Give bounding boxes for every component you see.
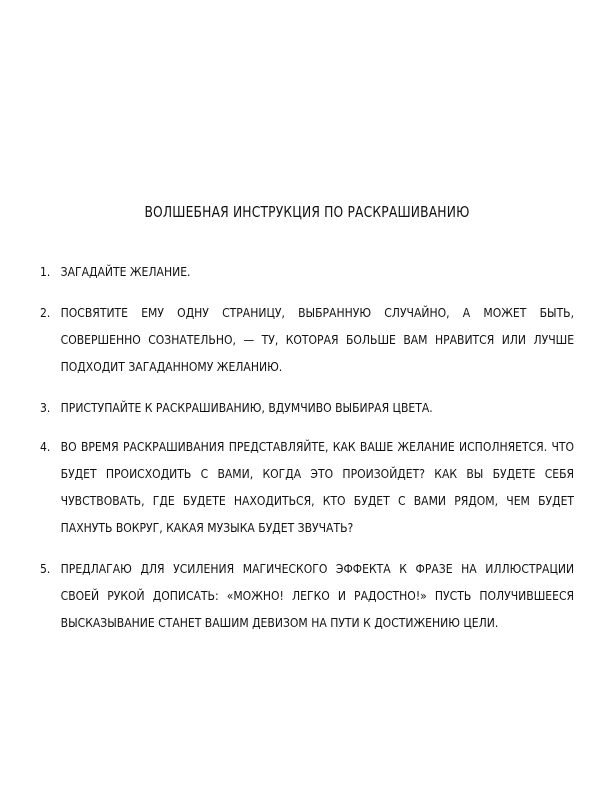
list-item-text: ПОСВЯТИТЕ ЕМУ ОДНУ СТРАНИЦУ, ВЫБРАННУЮ СЛУЧАЙНО, А МОЖЕТ БЫТЬ, СОВЕРШЕННО СОЗНАТЕЛЬНО, — ТУ, КОТОРАЯ БОЛЬШЕ ВАМ НРАВИТСЯ ИЛИ ЛУЧШЕ ПОДХОДИТ ЗАГАДАННОМУ ЖЕЛАНИЮ. bbox=[60, 305, 575, 374]
list-item-text: ПРИСТУПАЙТЕ К РАСКРАШИВАНИЮ, ВДУМЧИВО ВЫБИРАЯ ЦВЕТА. bbox=[60, 400, 433, 415]
list-item bbox=[40, 433, 574, 541]
list-item-text: ВО ВРЕМЯ РАСКРАШИВАНИЯ ПРЕДСТАВЛЯЙТЕ, КАК ВАШЕ ЖЕЛАНИЕ ИСПОЛНЯЕТСЯ. ЧТО БУДЕТ ПРОИСХОДИТЬ С ВАМИ, КОГДА ЭТО ПРОИЗОЙДЕТ? КАК ВЫ БУДЕТЕ СЕБЯ ЧУВСТВОВАТЬ, ГДЕ БУДЕТЕ НАХОДИТЬСЯ, КТО БУДЕТ С ВАМИ РЯДОМ, ЧЕМ БУДЕТ ПАХНУТЬ ВОКРУГ, КАКАЯ МУЗЫКА БУДЕТ ЗВУЧАТЬ? bbox=[60, 439, 575, 535]
list-item bbox=[40, 299, 574, 380]
list-item bbox=[40, 258, 574, 285]
list-item-number: 2. bbox=[40, 305, 51, 320]
list-item-number: 4. bbox=[40, 439, 51, 454]
instruction-list bbox=[40, 258, 575, 654]
list-item-number: 3. bbox=[40, 400, 51, 415]
list-item-number: 1. bbox=[40, 264, 51, 279]
list-item-text: ПРЕДЛАГАЮ ДЛЯ УСИЛЕНИЯ МАГИЧЕСКОГО ЭФФЕКТА К ФРАЗЕ НА ИЛЛЮСТРАЦИИ СВОЕЙ РУКОЙ ДОПИСАТЬ: «МОЖНО! ЛЕГКО И РАДОСТНО!» ПУСТЬ ПОЛУЧИВШЕЕСЯ ВЫСКАЗЫВАНИЕ СТАНЕТ ВАШИМ ДЕВИЗОМ НА ПУТИ К ДОСТИЖЕНИЮ ЦЕЛИ. bbox=[60, 561, 575, 630]
list-item-text: ЗАГАДАЙТЕ ЖЕЛАНИЕ. bbox=[60, 264, 191, 279]
list-item-number: 5. bbox=[40, 561, 51, 576]
page-title: ВОЛШЕБНАЯ ИНСТРУКЦИЯ ПО РАСКРАШИВАНИЮ bbox=[144, 203, 470, 221]
list-item bbox=[40, 394, 574, 421]
list-item bbox=[40, 555, 574, 636]
